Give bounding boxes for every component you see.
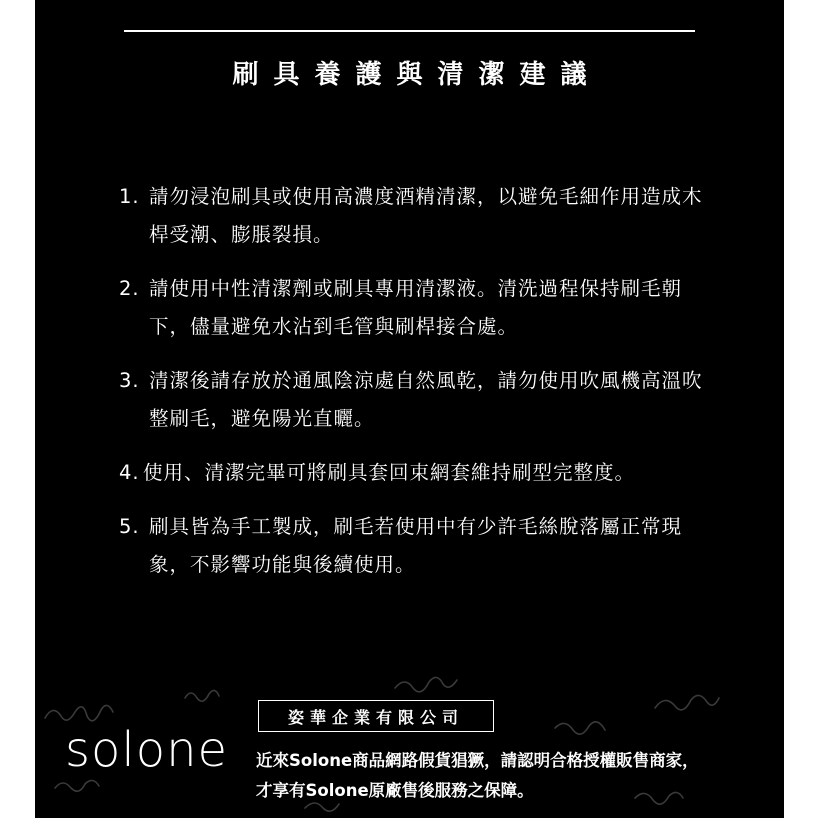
item-number: 5.: [119, 515, 140, 538]
item-number: 4.: [119, 461, 140, 484]
list-item: [119, 454, 719, 492]
notice-line: 近來Solone商品網路假貨猖獗，請認明合格授權販售商家，: [256, 751, 699, 770]
item-text: 請使用中性清潔劑或刷具專用清潔液。清洗過程保持刷毛朝下，儘量避免水沾到毛管與刷桿接合處。: [149, 277, 683, 338]
item-text: 使用、清潔完畢可將刷具套回束網套維持刷型完整度。: [143, 461, 636, 484]
page-title: 刷具養護與清潔建議: [232, 60, 602, 90]
list-item: [119, 270, 719, 346]
item-number: 3.: [119, 369, 140, 392]
company-name: 姿華企業有限公司: [258, 700, 494, 732]
list-item: [119, 362, 719, 438]
item-text: 清潔後請存放於通風陰涼處自然風乾，請勿使用吹風機高溫吹整刷毛，避免陽光直曬。: [149, 369, 703, 430]
list-item: [119, 508, 719, 584]
care-panel: [35, 0, 784, 818]
list-item: [119, 178, 719, 254]
authenticity-notice: [256, 746, 784, 806]
brand-logo: solone: [65, 722, 229, 778]
instruction-list: [119, 178, 719, 600]
item-number: 2.: [119, 277, 140, 300]
item-text: 請勿浸泡刷具或使用高濃度酒精清潔，以避免毛細作用造成木桿受潮、膨脹裂損。: [149, 185, 703, 246]
notice-line: 才享有Solone原廠售後服務之保障。: [256, 781, 534, 800]
item-number: 1.: [119, 185, 140, 208]
top-divider: [124, 30, 695, 32]
item-text: 刷具皆為手工製成，刷毛若使用中有少許毛絲脫落屬正常現象，不影響功能與後續使用。: [149, 515, 683, 576]
